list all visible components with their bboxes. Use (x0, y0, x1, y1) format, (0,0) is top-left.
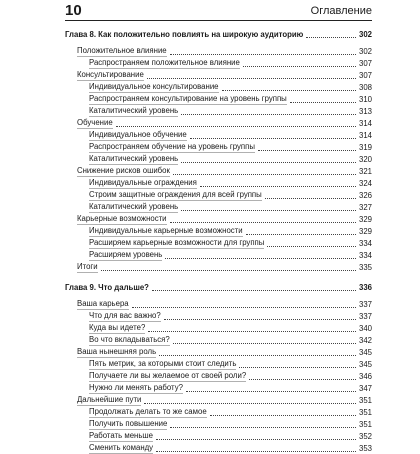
toc-subsection-title: Каталитический уровень (89, 154, 179, 163)
toc-section-title: Дальнейшие пути (77, 395, 142, 404)
toc-subsection-title: Во что вкладываться? (89, 335, 170, 344)
toc-section[interactable] (65, 394, 372, 406)
dot-leader (165, 258, 356, 259)
toc-section[interactable] (65, 165, 372, 177)
toc-section-page: 351 (358, 396, 372, 405)
dot-leader (159, 355, 356, 356)
dot-leader (156, 451, 356, 452)
dot-leader (181, 162, 356, 163)
toc-subsection[interactable] (65, 225, 372, 237)
toc-section[interactable] (65, 69, 372, 81)
toc-section[interactable] (65, 298, 372, 310)
toc-subsection[interactable] (65, 310, 372, 322)
dot-leader (290, 102, 356, 103)
toc-section-page: 307 (358, 71, 372, 80)
toc-subsection-page: 314 (358, 131, 372, 140)
toc-section-page: 329 (358, 215, 372, 224)
toc-subsection-title: Получаете ли вы желаемое от своей роли? (89, 371, 247, 380)
toc-subsection-page: 327 (358, 203, 372, 212)
toc-subsection-title: Распространяем обучение на уровень группы (89, 142, 255, 151)
dot-leader (148, 331, 356, 332)
toc-section-title: Карьерные возможности (77, 214, 167, 223)
toc-subsection-title: Строим защитные ограждения для всей группы (89, 190, 262, 199)
toc-subsection[interactable] (65, 430, 372, 442)
toc-subsection-title: Пять метрик, за которыми стоит следить (89, 359, 237, 368)
toc-subsection-page: 353 (358, 444, 372, 453)
toc-subsection-page: 324 (358, 179, 372, 188)
toc-section-page: 302 (358, 47, 372, 56)
toc-subsection-page: 340 (358, 324, 372, 333)
toc-chapter-title: Глава 8. Как положительно повлиять на широкую аудиторию (65, 30, 304, 39)
toc-subsection[interactable] (65, 201, 372, 213)
table-of-contents (65, 28, 372, 454)
toc-section-page: 321 (358, 167, 372, 176)
toc-subsection-title: Что для вас важно? (89, 311, 161, 320)
dot-leader (239, 367, 356, 368)
toc-section-page: 314 (358, 119, 372, 128)
toc-subsection-page: 337 (358, 312, 372, 321)
toc-subsection[interactable] (65, 57, 372, 69)
toc-subsection[interactable] (65, 189, 372, 201)
toc-section[interactable] (65, 45, 372, 57)
toc-subsection-title: Сменить команду (89, 443, 154, 452)
toc-subsection-page: 352 (358, 432, 372, 441)
toc-subsection[interactable] (65, 382, 372, 394)
toc-section[interactable] (65, 346, 372, 358)
toc-subsection-page: 310 (358, 95, 372, 104)
toc-subsection-title: Каталитический уровень (89, 202, 179, 211)
toc-subsection[interactable] (65, 177, 372, 189)
toc-subsection-page: 307 (358, 59, 372, 68)
toc-subsection[interactable] (65, 322, 372, 334)
toc-subsection-page: 334 (358, 251, 372, 260)
dot-leader (164, 319, 356, 320)
toc-section[interactable] (65, 261, 372, 273)
toc-subsection-title: Распространяем положительное влияние (89, 58, 240, 67)
dot-leader (243, 66, 356, 67)
dot-leader (132, 307, 356, 308)
dot-leader (246, 234, 356, 235)
running-head (65, 0, 372, 21)
toc-subsection-title: Работать меньше (89, 431, 154, 440)
dot-leader (200, 186, 356, 187)
dot-leader (173, 343, 356, 344)
toc-section-title: Положительное влияние (77, 46, 167, 55)
toc-subsection-title: Индивидуальные ограждения (89, 178, 197, 187)
toc-subsection[interactable] (65, 358, 372, 370)
dot-leader (156, 439, 356, 440)
dot-leader (265, 198, 356, 199)
dot-leader (101, 270, 356, 271)
dot-leader (147, 78, 356, 79)
toc-subsection-page: 342 (358, 336, 372, 345)
dot-leader (116, 126, 356, 127)
dot-leader (181, 114, 356, 115)
toc-chapter-page: 336 (358, 283, 372, 292)
toc-subsection[interactable] (65, 370, 372, 382)
dot-leader (249, 379, 356, 380)
dot-leader (173, 174, 356, 175)
toc-subsection[interactable] (65, 153, 372, 165)
toc-chapter-page: 302 (358, 30, 372, 39)
toc-subsection-page: 351 (358, 420, 372, 429)
toc-subsection-page: 346 (358, 372, 372, 381)
toc-subsection-title: Индивидуальное консультирование (89, 82, 219, 91)
toc-subsection-title: Продолжать делать то же самое (89, 407, 207, 416)
toc-subsection-page: 345 (358, 360, 372, 369)
dot-leader (190, 138, 356, 139)
running-title: Оглавление (310, 5, 372, 17)
page-number: 10 (65, 2, 82, 19)
toc-chapter-title: Глава 9. Что дальше? (65, 283, 149, 292)
toc-subsection[interactable] (65, 334, 372, 346)
toc-section-page: 335 (358, 263, 372, 272)
dot-leader (170, 427, 356, 428)
toc-subsection-page: 351 (358, 408, 372, 417)
dot-leader (170, 54, 356, 55)
dot-leader (267, 246, 356, 247)
toc-subsection-page: 326 (358, 191, 372, 200)
toc-subsection-title: Нужно ли менять работу? (89, 383, 183, 392)
toc-subsection-title: Расширяем уровень (89, 250, 163, 259)
toc-section-title: Итоги (77, 262, 98, 271)
toc-subsection-page: 334 (358, 239, 372, 248)
dot-leader (258, 150, 356, 151)
toc-section-title: Ваша карьера (77, 299, 129, 308)
toc-subsection-title: Каталитический уровень (89, 106, 179, 115)
toc-subsection[interactable] (65, 141, 372, 153)
toc-section-title: Консультирование (77, 70, 144, 79)
toc-section[interactable] (65, 117, 372, 129)
dot-leader (144, 403, 356, 404)
toc-subsection[interactable] (65, 81, 372, 93)
toc-section-title: Ваша нынешняя роль (77, 347, 157, 356)
toc-chapter[interactable] (65, 281, 372, 293)
toc-subsection-title: Распространяем консультирование на уровень группы (89, 94, 287, 103)
toc-subsection-title: Куда вы идете? (89, 323, 146, 332)
toc-subsection-page: 329 (358, 227, 372, 236)
dot-leader (210, 415, 356, 416)
toc-subsection-page: 347 (358, 384, 372, 393)
toc-section-title: Обучение (77, 118, 113, 127)
toc-subsection-title: Расширяем карьерные возможности для группы (89, 238, 265, 247)
toc-subsection[interactable] (65, 406, 372, 418)
toc-section-page: 345 (358, 348, 372, 357)
toc-subsection[interactable] (65, 442, 372, 454)
toc-section-title: Снижение рисков ошибок (77, 166, 170, 175)
spacer (65, 273, 372, 281)
toc-section[interactable] (65, 213, 372, 225)
toc-subsection[interactable] (65, 93, 372, 105)
toc-subsection-page: 319 (358, 143, 372, 152)
dot-leader (181, 210, 356, 211)
dot-leader (222, 90, 356, 91)
toc-subsection-title: Индивидуальное обучение (89, 130, 187, 139)
toc-chapter[interactable] (65, 28, 372, 40)
toc-subsection[interactable] (65, 237, 372, 249)
dot-leader (170, 222, 356, 223)
toc-subsection-page: 320 (358, 155, 372, 164)
toc-subsection-page: 308 (358, 83, 372, 92)
dot-leader (152, 290, 356, 291)
dot-leader (306, 37, 356, 38)
toc-subsection-page: 313 (358, 107, 372, 116)
toc-subsection[interactable] (65, 249, 372, 261)
toc-subsection-title: Индивидуальные карьерные возможности (89, 226, 243, 235)
toc-subsection[interactable] (65, 105, 372, 117)
toc-subsection[interactable] (65, 129, 372, 141)
dot-leader (186, 391, 356, 392)
toc-subsection-title: Получить повышение (89, 419, 168, 428)
toc-section-page: 337 (358, 300, 372, 309)
